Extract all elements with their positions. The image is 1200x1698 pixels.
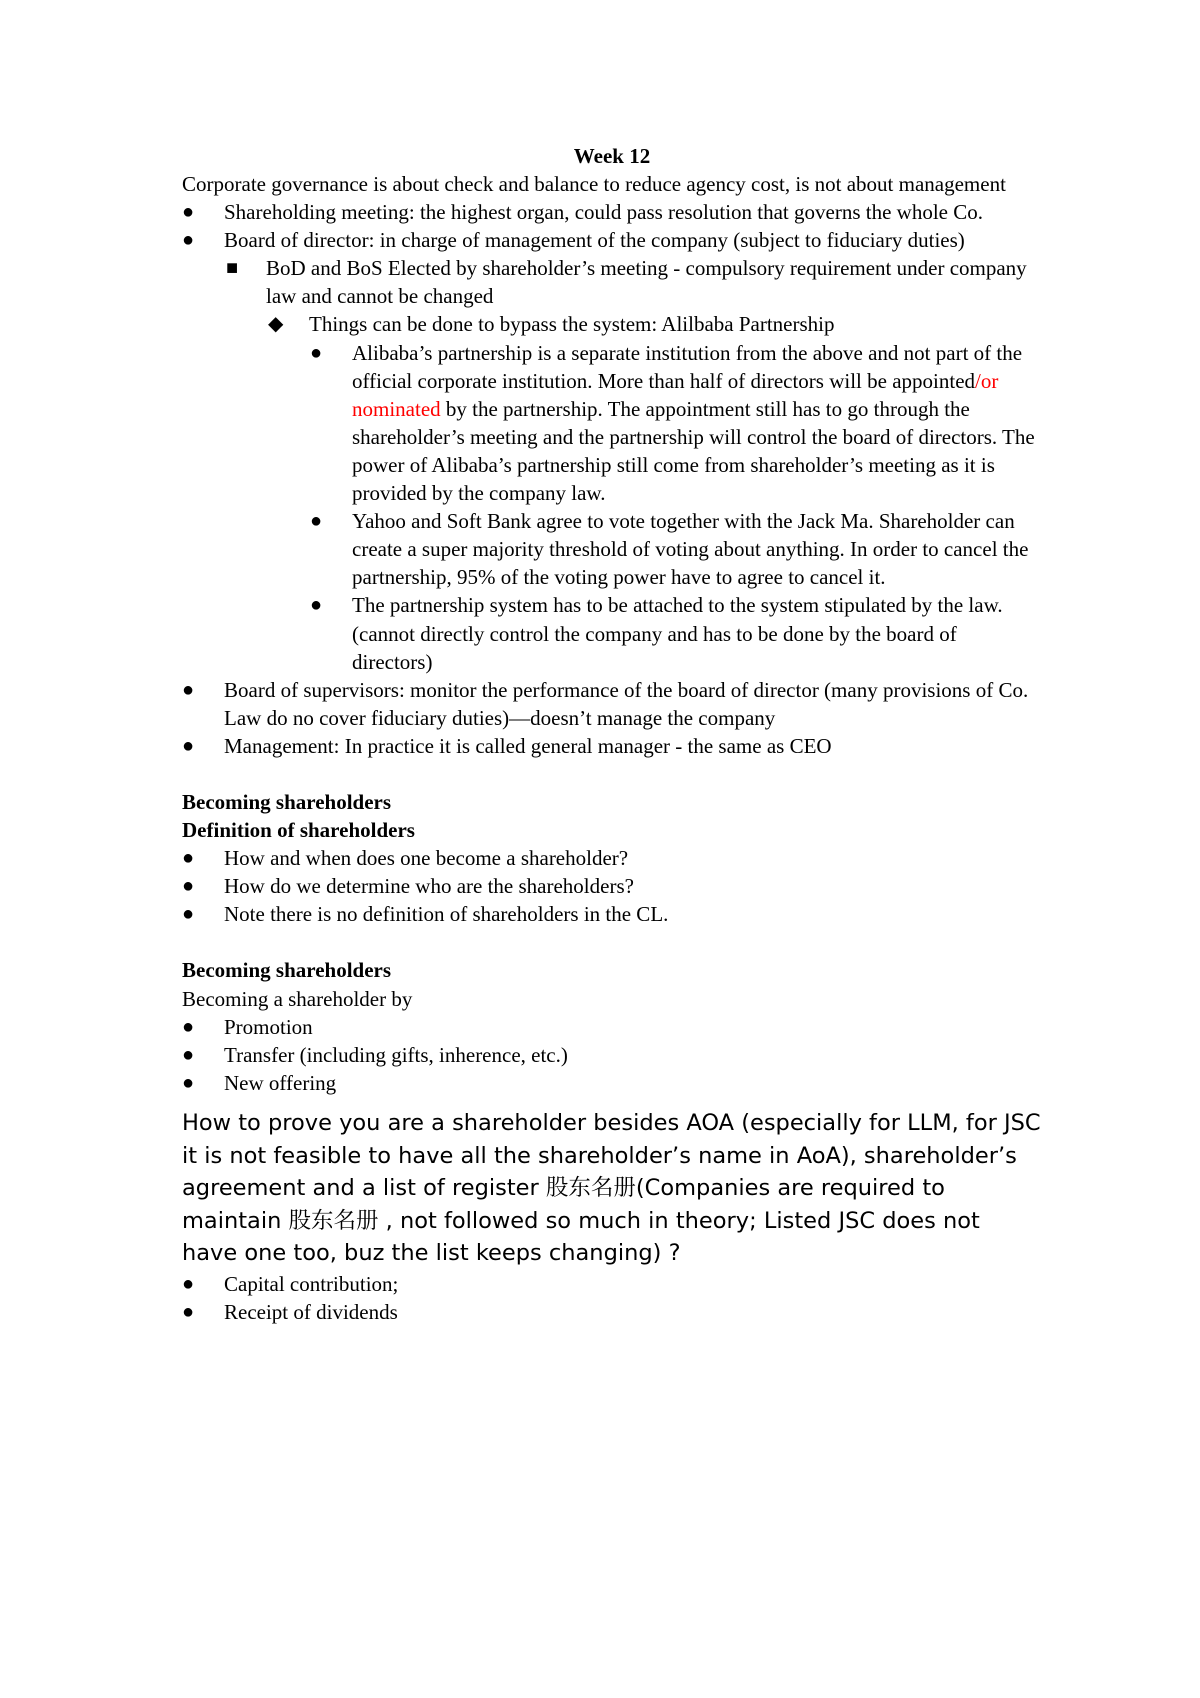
list-item bbox=[182, 1069, 1042, 1097]
list-item bbox=[182, 198, 1042, 226]
section-subheading: Definition of shareholders bbox=[182, 818, 415, 843]
circle-bullet-icon: ● bbox=[310, 341, 323, 364]
circle-bullet-icon: ● bbox=[182, 875, 195, 898]
circle-bullet-icon: ● bbox=[182, 1272, 195, 1295]
list-item-text: How do we determine who are the shareholders? bbox=[224, 874, 634, 899]
section-intro: Becoming a shareholder by bbox=[182, 986, 413, 1011]
list-item-text: Transfer (including gifts, inherence, etc.) bbox=[224, 1042, 568, 1067]
list-item-text: How and when does one become a shareholder? bbox=[224, 846, 629, 871]
yahoo-softbank-text: Yahoo and Soft Bank agree to vote together with the Jack Ma. Shareholder can create a super majority threshold of voting about anything. In order to cancel the partnership, 95% of the voting power have to agree to cancel it. bbox=[352, 509, 1029, 590]
management-text: Management: In practice it is called general manager - the same as CEO bbox=[224, 733, 832, 758]
list-item-text: New offering bbox=[224, 1070, 337, 1095]
list-item bbox=[182, 1041, 1042, 1069]
list-item-text: Receipt of dividends bbox=[224, 1299, 398, 1324]
diamond-bullet-icon: ◆ bbox=[268, 313, 284, 336]
list-item bbox=[182, 310, 1042, 338]
partnership-system-text: The partnership system has to be attached to the system stipulated by the law. (cannot directly control the company and has to be done by the board of directors) bbox=[352, 593, 1003, 674]
circle-bullet-icon: ● bbox=[182, 734, 195, 757]
board-of-director-text: Board of director: in charge of management of the company (subject to fiduciary duties) bbox=[224, 228, 965, 253]
bod-bos-elected-text: BoD and BoS Elected by shareholder’s meeting - compulsory requirement under company law and cannot be changed bbox=[266, 256, 1027, 309]
prove-question: How to prove you are a shareholder besides AOA (especially for LLM, for JSC it is not feasible to have all the shareholder’s name in AoA), shareholder’s agreement and a list of register 股东名册(Companies are required to maintain 股东名册 , not followed so much in theory; Listed JSC does not have one too, buz the list keeps changing) ? bbox=[182, 1109, 1041, 1267]
list-item bbox=[182, 676, 1042, 732]
list-item bbox=[182, 900, 1042, 928]
circle-bullet-icon: ● bbox=[310, 594, 323, 617]
page-title: Week 12 bbox=[573, 144, 651, 168]
list-item-text: Capital contribution; bbox=[224, 1271, 399, 1296]
circle-bullet-icon: ● bbox=[182, 903, 195, 926]
shareholding-meeting-text: Shareholding meeting: the highest organ, could pass resolution that governs the whole Co. bbox=[224, 200, 983, 225]
list-item bbox=[182, 254, 1042, 310]
circle-bullet-icon: ● bbox=[182, 678, 195, 701]
document-page bbox=[182, 142, 1042, 1326]
board-of-supervisors-text: Board of supervisors: monitor the performance of the board of director (many provisions of Co. Law do no cover fiduciary duties)—doesn’t manage the company bbox=[224, 677, 1029, 730]
circle-bullet-icon: ● bbox=[182, 1015, 195, 1038]
spacer bbox=[182, 928, 1042, 956]
spacer bbox=[182, 760, 1042, 788]
circle-bullet-icon: ● bbox=[182, 201, 195, 224]
circle-bullet-icon: ● bbox=[182, 229, 195, 252]
list-item bbox=[182, 339, 1042, 508]
list-item bbox=[182, 1298, 1042, 1326]
intro-text: Corporate governance is about check and balance to reduce agency cost, is not about management bbox=[182, 172, 1006, 196]
circle-bullet-icon: ● bbox=[182, 847, 195, 870]
list-item-text: Promotion bbox=[224, 1014, 313, 1039]
section-heading: Becoming shareholders bbox=[182, 789, 392, 814]
list-item bbox=[182, 507, 1042, 591]
list-item-text: Note there is no definition of shareholders in the CL. bbox=[224, 902, 669, 927]
section-heading: Becoming shareholders bbox=[182, 958, 392, 983]
bypass-text: Things can be done to bypass the system: Alilbaba Partnership bbox=[309, 312, 835, 337]
alibaba-partnership-text-cont: by the partnership. The appointment still has to go through the shareholder’s meeting and the partnership will control the board of directors. The power of Alibaba’s partnership still come from shareholder’s meeting as it is provided by the company law. bbox=[352, 396, 1035, 506]
circle-bullet-icon: ● bbox=[182, 1300, 195, 1323]
square-bullet-icon: ■ bbox=[226, 257, 239, 280]
list-item bbox=[182, 591, 1042, 675]
list-item bbox=[182, 844, 1042, 872]
nominated-annotation: /or nominated bbox=[352, 368, 999, 421]
circle-bullet-icon: ● bbox=[182, 1043, 195, 1066]
list-item bbox=[182, 732, 1042, 760]
circle-bullet-icon: ● bbox=[182, 1071, 195, 1094]
circle-bullet-icon: ● bbox=[310, 510, 323, 533]
list-item bbox=[182, 1013, 1042, 1041]
alibaba-partnership-text: Alibaba’s partnership is a separate institution from the above and not part of the official corporate institution. More than half of directors will be appointed bbox=[352, 340, 1023, 393]
list-item bbox=[182, 226, 1042, 254]
list-item bbox=[182, 872, 1042, 900]
list-item bbox=[182, 1270, 1042, 1298]
